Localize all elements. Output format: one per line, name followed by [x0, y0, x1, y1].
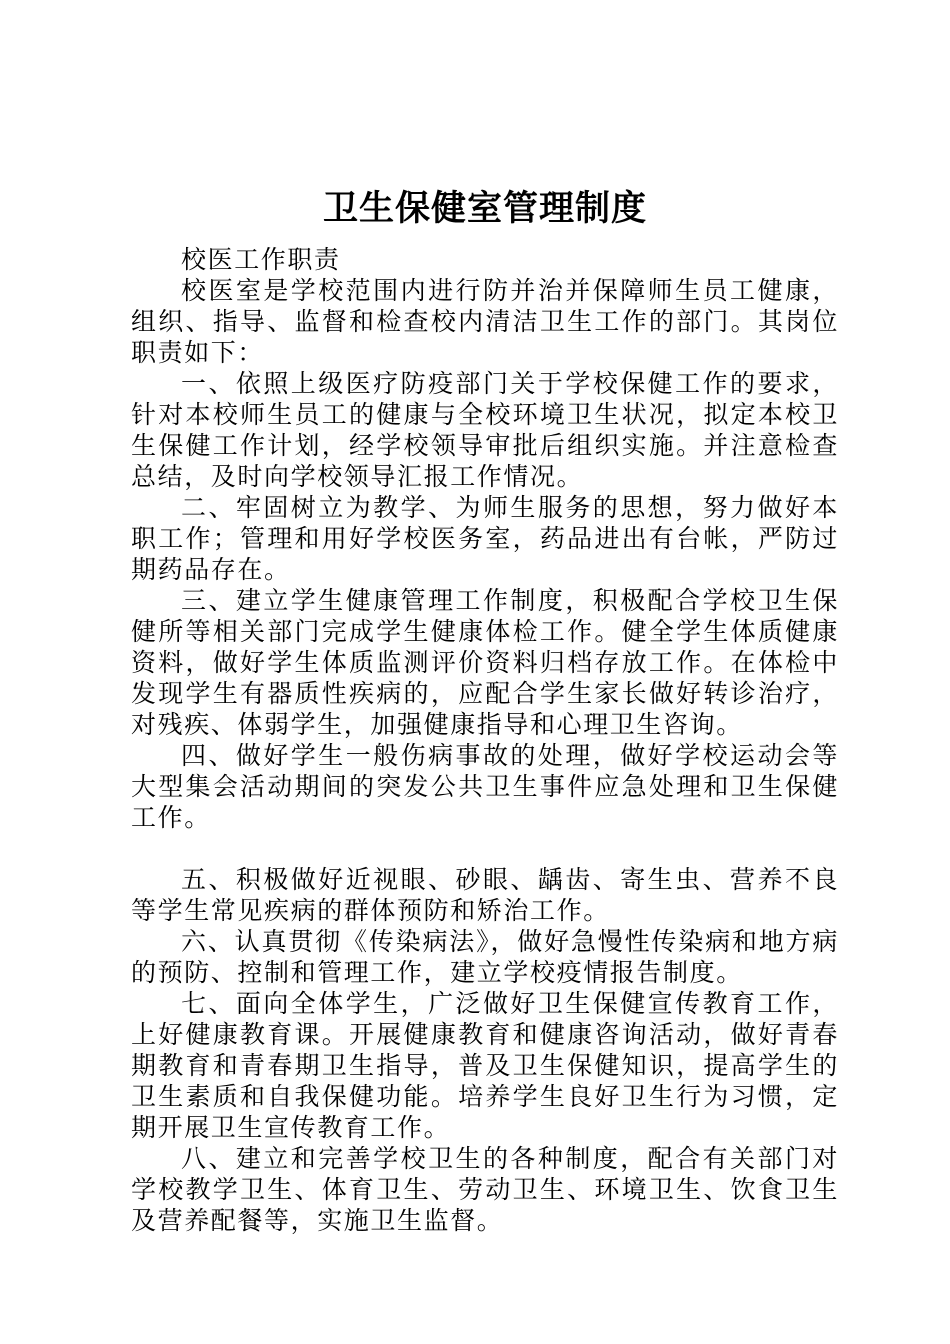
duty-item-5: 五、积极做好近视眼、砂眼、龋齿、寄生虫、营养不良等学生常见疾病的群体预防和矫治工作。 — [131, 865, 839, 925]
duty-item-8: 八、建立和完善学校卫生的各种制度，配合有关部门对学校教学卫生、体育卫生、劳动卫生、环境卫生、饮食卫生及营养配餐等，实施卫生监督。 — [131, 1144, 839, 1235]
duty-item-1: 一、依照上级医疗防疫部门关于学校保健工作的要求，针对本校师生员工的健康与全校环境卫生状况，拟定本校卫生保健工作计划，经学校领导审批后组织实施。并注意检查总结，及时向学校领导汇报工作情况。 — [131, 369, 839, 491]
duty-item-3: 三、建立学生健康管理工作制度，积极配合学校卫生保健所等相关部门完成学生健康体检工作。健全学生体质健康资料，做好学生体质监测评价资料归档存放工作。在体检中发现学生有器质性疾病的，应配合学生家长做好转诊治疗，对残疾、体弱学生，加强健康指导和心理卫生咨询。 — [131, 586, 839, 739]
section-heading: 校医工作职责 — [181, 245, 341, 274]
intro-paragraph: 校医室是学校范围内进行防并治并保障师生员工健康，组织、指导、监督和检查校内清洁卫生工作的部门。其岗位职责如下： — [131, 276, 839, 367]
duty-item-4: 四、做好学生一般伤病事故的处理，做好学校运动会等大型集会活动期间的突发公共卫生事件应急处理和卫生保健工作。 — [131, 741, 839, 832]
document-title: 卫生保健室管理制度 — [322, 188, 647, 229]
duty-item-7: 七、面向全体学生，广泛做好卫生保健宣传教育工作，上好健康教育课。开展健康教育和健康咨询活动，做好青春期教育和青春期卫生指导，普及卫生保健知识，提高学生的卫生素质和自我保健功能。培养学生良好卫生行为习惯，定期开展卫生宣传教育工作。 — [131, 989, 839, 1142]
duty-item-2: 二、牢固树立为教学、为师生服务的思想，努力做好本职工作；管理和用好学校医务室，药品进出有台帐，严防过期药品存在。 — [131, 493, 839, 584]
duty-item-6: 六、认真贯彻《传染病法》，做好急慢性传染病和地方病的预防、控制和管理工作，建立学校疫情报告制度。 — [131, 927, 839, 987]
document-page — [131, 186, 839, 1236]
